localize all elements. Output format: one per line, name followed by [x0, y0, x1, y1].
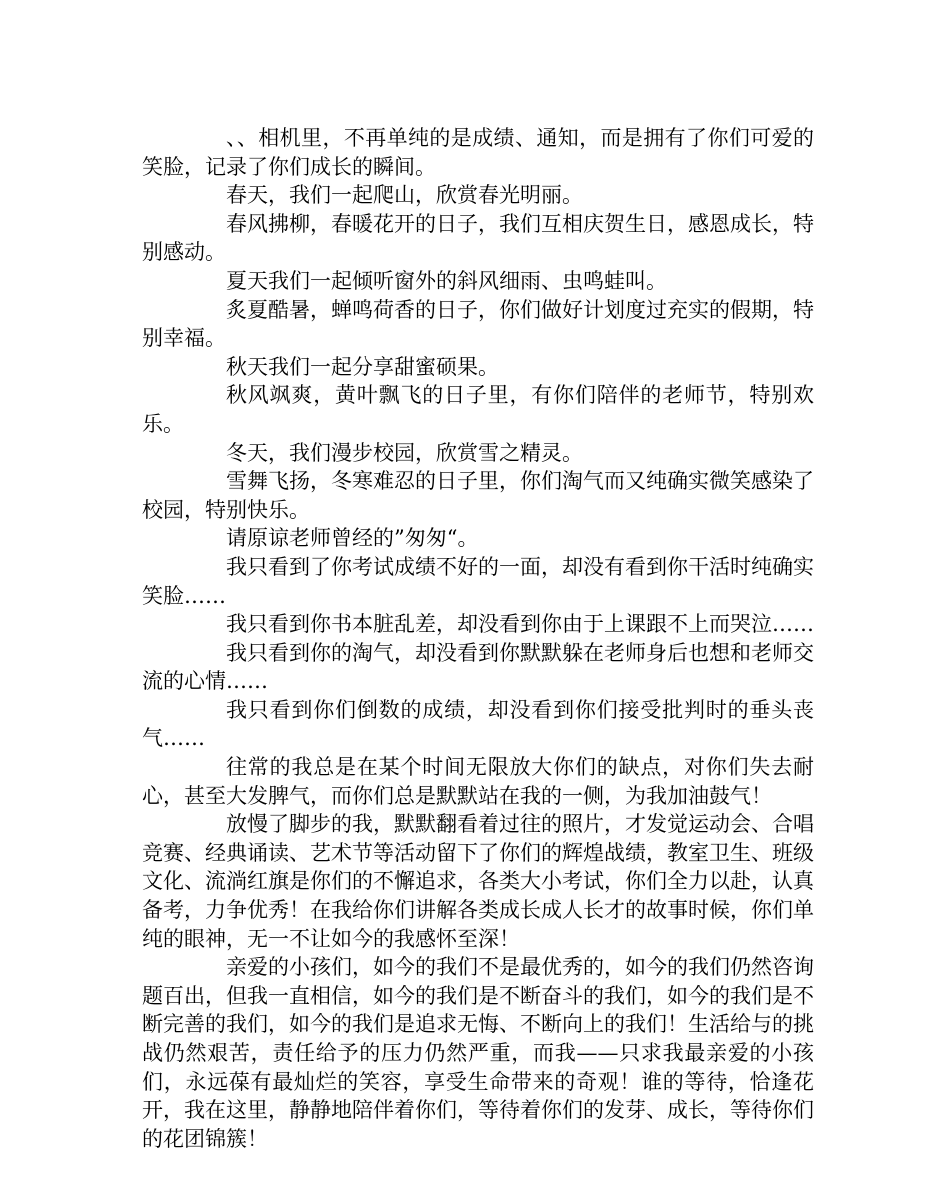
paragraph-10: 请原谅老师曾经的”匆匆“。 [226, 526, 479, 551]
document-body [142, 124, 814, 1153]
paragraph-12: 我只看到你书本脏乱差，却没看到你由于上课跟不上而哭泣…… [226, 612, 814, 637]
paragraph-5: 炙夏酷暑，蝉鸣荷香的日子，你们做好计划度过充实的假期，特别幸福。 [142, 297, 814, 351]
paragraph-16: 放慢了脚步的我，默默翻看着过往的照片，才发觉运动会、合唱竞赛、经典诵读、艺术节等活动留下了你们的辉煌战绩，教室卫生、班级文化、流淌红旗是你们的不懈追求，各类大小考试，你们全力以赴，认真备考，力争优秀！在我给你们讲解各类成长成人长才的故事时候，你们单纯的眼神，无一不让如今的我感怀至深！ [142, 812, 814, 951]
paragraph-8: 冬天，我们漫步校园，欣赏雪之精灵。 [226, 440, 583, 465]
paragraph-4: 夏天我们一起倾听窗外的斜风细雨、虫鸣蛙叫。 [226, 268, 667, 293]
paragraph-15: 往常的我总是在某个时间无限放大你们的缺点，对你们失去耐心，甚至大发脾气，而你们总是默默站在我的一侧，为我加油鼓气！ [142, 755, 814, 808]
paragraph-1: 、、相机里，不再单纯的是成绩、通知，而是拥有了你们可爱的笑脸，记录了你们成长的瞬间。 [142, 126, 814, 179]
paragraph-6: 秋天我们一起分享甜蜜硕果。 [226, 354, 499, 379]
paragraph-2: 春天，我们一起爬山，欣赏春光明丽。 [226, 183, 583, 208]
paragraph-3: 春风拂柳，春暖花开的日子，我们互相庆贺生日，感恩成长，特别感动。 [142, 211, 814, 265]
paragraph-17: 亲爱的小孩们，如今的我们不是最优秀的，如今的我们仍然咨询题百出，但我一直相信，如今的我们是不断奋斗的我们，如今的我们是不断完善的我们，如今的我们是追求无悔、不断向上的我们！生活给与的挑战仍然艰苦，责任给予的压力仍然严重，而我——只求我最亲爱的小孩们，永远葆有最灿烂的笑容，享受生命带来的奇观！谁的等待，恰逢花开，我在这里，静静地陪伴着你们，等待着你们的发芽、成长，等待你们的花团锦簇！ [142, 955, 814, 1151]
paragraph-11: 我只看到了你考试成绩不好的一面，却没有看到你干活时纯确实笑脸…… [142, 554, 814, 608]
paragraph-14: 我只看到你们倒数的成绩，却没看到你们接受批判时的垂头丧气…… [142, 697, 814, 751]
paragraph-13: 我只看到你的淘气，却没看到你默默躲在老师身后也想和老师交流的心情…… [142, 640, 814, 694]
paragraph-7: 秋风飒爽，黄叶飘飞的日子里，有你们陪伴的老师节，特别欢乐。 [142, 383, 814, 436]
paragraph-9: 雪舞飞扬，冬寒难忍的日子里，你们淘气而又纯确实微笑感染了校园，特别快乐。 [142, 469, 814, 522]
